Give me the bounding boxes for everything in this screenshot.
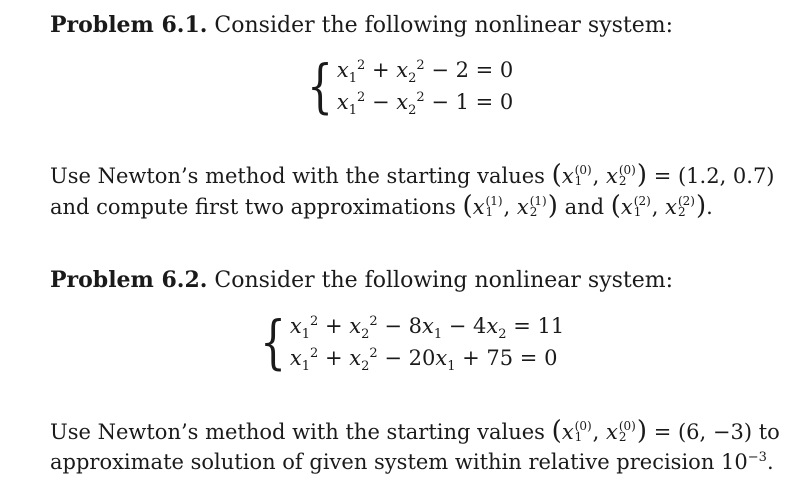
system-brace: { (307, 52, 333, 120)
problem-6-1-line-2: and compute first two approximations (x (1) 1 , x (1) 2 ) and (x (2) 1 , x (2) 2 ). (50, 191, 713, 221)
problem-6-1-equation-2: $x_1^2 - x_2^2 - 1 = 0$ (336, 90, 514, 119)
problem-6-2-line-1: Use Newton’s method with the starting values (x (0) 1 , x (0) 2 ) = (6, −3) to (50, 416, 780, 446)
system-brace: { (260, 308, 286, 376)
problem-6-1-heading (50, 12, 673, 39)
problem-6-2-label: Problem 6.2. (50, 267, 208, 293)
problem-6-1-intro: Consider the following nonlinear system: (207, 13, 674, 38)
problem-6-2-line-2: approximate solution of given system within relative precision $10^{-3}$. (50, 450, 774, 474)
problem-6-2-intro: Consider the following nonlinear system: (207, 268, 674, 293)
problem-6-2-equation-1: $x_1^2 + x_2^2 - 8x_1 - 4x_2 = 11$ (289, 314, 565, 343)
problem-6-1-instructions (50, 160, 775, 222)
problem-6-1-equation-1: $x_1^2 + x_2^2 - 2 = 0$ (336, 58, 514, 87)
problem-6-2-heading (50, 267, 673, 294)
problem-6-1-system (296, 52, 514, 120)
problem-6-2-system (249, 308, 565, 376)
problem-6-2-equation-2: $x_1^2 + x_2^2 - 20x_1 + 75 = 0$ (289, 346, 558, 375)
problem-6-1-line-1: Use Newton’s method with the starting values (x (0) 1 , x (0) 2 ) = (1.2, 0.7) (50, 160, 775, 190)
problem-6-2-instructions (50, 416, 780, 477)
problem-6-1-label: Problem 6.1. (50, 12, 208, 38)
